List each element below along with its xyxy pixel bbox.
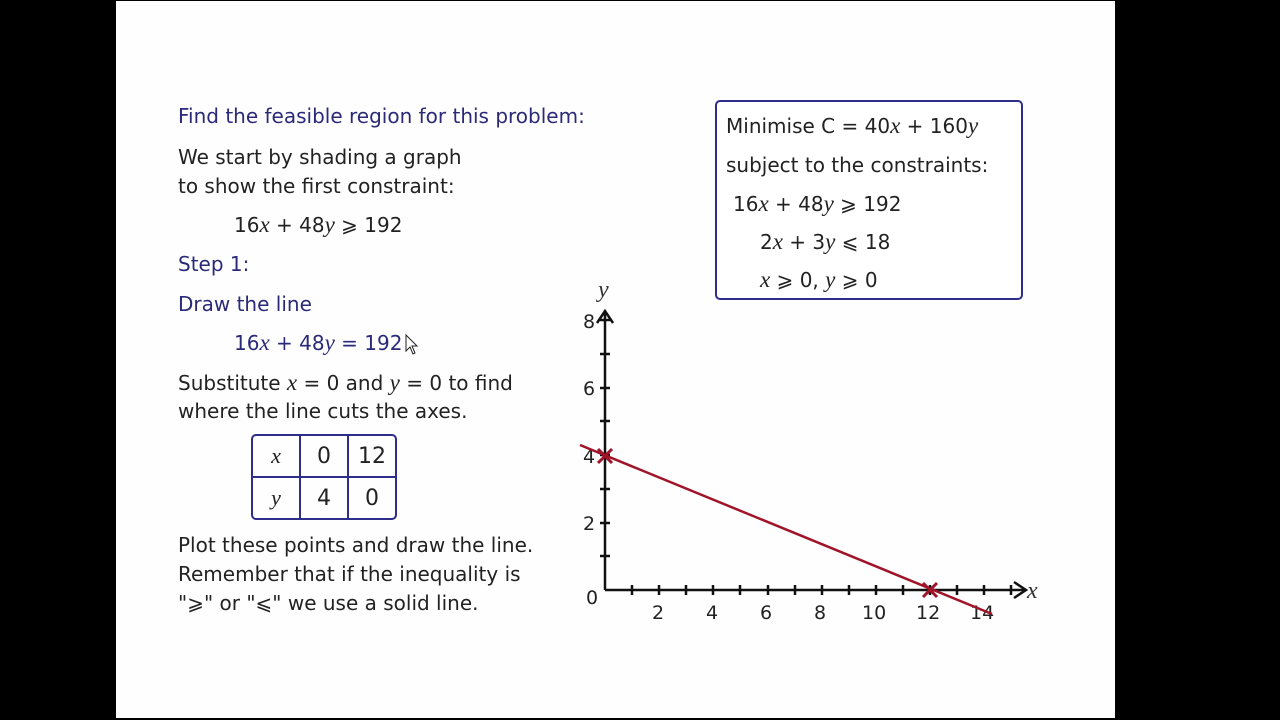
constraint-c2: 2x + 3y ⩽ 18 [760, 229, 891, 254]
graph [116, 1, 1115, 718]
row-label: y [253, 478, 301, 518]
subject-to: subject to the constraints: [726, 153, 989, 177]
tick-labels [583, 311, 994, 624]
x-tick-label: 10 [862, 602, 887, 624]
cell: 12 [349, 436, 395, 478]
heading: Find the feasible region for this problem: [178, 104, 585, 128]
plot-line-1: Plot these points and draw the line. [178, 533, 534, 557]
line-equation: 16x + 48y = 192 [234, 330, 403, 355]
row-label: x [253, 436, 301, 478]
plot-line-3: "⩾" or "⩽" we use a solid line. [178, 591, 479, 615]
y-tick-label: 6 [583, 378, 596, 400]
intro-line-1: We start by shading a graph [178, 145, 462, 169]
x-tick-label: 12 [916, 602, 941, 624]
cell: 4 [301, 478, 349, 518]
x-tick-label: 4 [706, 602, 719, 624]
substitute-line-2: where the line cuts the axes. [178, 399, 468, 423]
intro-line-2: to show the first constraint: [178, 174, 455, 198]
x-tick-label: 14 [970, 602, 995, 624]
y-axis-label: y [598, 277, 609, 303]
constraint-c1: 16x + 48y ⩾ 192 [733, 191, 902, 216]
cell: 0 [365, 485, 379, 511]
step-label: Step 1: [178, 252, 250, 276]
x-tick-label: 2 [652, 602, 665, 624]
cell: 0 [301, 436, 349, 478]
x-axis [605, 582, 1026, 598]
origin-label: 0 [586, 587, 599, 609]
constraint-c3: x ⩾ 0, y ⩾ 0 [760, 267, 878, 292]
x-tick-label: 8 [814, 602, 827, 624]
objective: Minimise C = 40x + 160y [726, 113, 979, 138]
substitute-line-1: Substitute x = 0 and y = 0 to find [178, 370, 513, 395]
x-axis-label: x [1027, 578, 1038, 604]
cursor-icon [406, 335, 417, 354]
x-tick-label: 6 [760, 602, 773, 624]
constraint-1: 16x + 48y ⩾ 192 [234, 212, 403, 237]
plot-line-2: Remember that if the inequality is [178, 562, 521, 586]
y-tick-label: 2 [583, 513, 596, 535]
draw-line-label: Draw the line [178, 292, 312, 316]
slide [116, 1, 1115, 718]
y-tick-label: 4 [583, 446, 596, 468]
y-tick-label: 8 [583, 311, 596, 333]
